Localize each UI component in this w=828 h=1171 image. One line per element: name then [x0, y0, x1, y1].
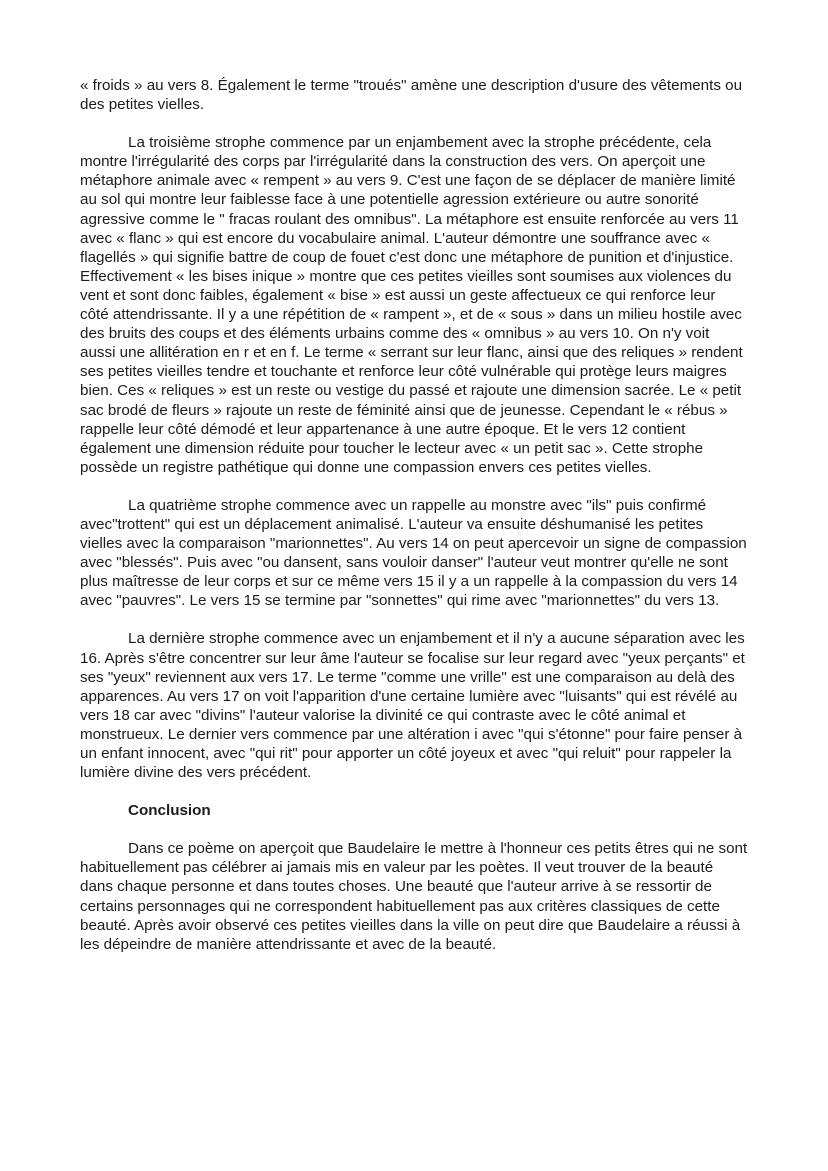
paragraph-third-stanza: La troisième strophe commence par un enjambement avec la strophe précédente, cela montre l'irrégularité des corps par l'irrégularité dans la construction des vers. On aperçoit une métaphore animale avec « rempent » au vers 9. C'est une façon de se déplacer de manière limité au sol qui montre leur faiblesse face à une potentielle agression extérieure ou autre sonorité agressive comme le " fracas roulant des omnibus". La métaphore est ensuite renforcée au vers 11 avec « flanc » qui est encore du vocabulaire animal. L'auteur démontre une souffrance avec « flagellés » qui signifie battre de coup de fouet c'est donc une métaphore de punition et d'injustice. Effectivement « les bises inique » montre que ces petites vieilles sont soumises aux violences du vent et sont donc faibles, également « bise » est aussi un geste affectueux ce qui renforce leur côté attendrissante. Il y a une répétition de « rampent », et de « sous » dans un milieu hostile avec des bruits des coups et des éléments urbains comme des « omnibus » au vers 10. On n'y voit aussi une allitération en r et en f. Le terme « serrant sur leur flanc, ainsi que des reliques » rendent ses petites vieilles tendre et touchante et renforce leur côté vulnérable qui protège leurs maigres bien. Ces « reliques » est un reste ou vestige du passé et rajoute une dimension sacrée. Le « petit sac brodé de fleurs » rajoute un reste de féminité ainsi que de jeunesse. Cependant le « rébus » rappelle leur côté démodé et leur appartenance à une autre époque. Et le vers 12 contient également une dimension réduite pour toucher le lecteur avec « un petit sac ». Cette strophe possède un registre pathétique qui donne une compassion envers ces petites vielles.: [80, 134, 743, 476]
paragraph-fourth-stanza: La quatrième strophe commence avec un rappelle au monstre avec "ils" puis confirmé avec"trottent" qui est un déplacement animalisé. L'auteur va ensuite déshumanisé les petites vielles avec la comparaison "marionnettes". Au vers 14 on peut apercevoir un signe de compassion avec "blessés". Puis avec "ou dansent, sans vouloir danser" l'auteur veut montrer qu'elle ne sont plus maîtresse de leur corps et sur ce même vers 15 il y a un rappelle à la compassion du vers 14 avec "pauvres". Le vers 15 se termine par "sonnettes" qui rime avec "marionnettes" du vers 13.: [80, 496, 747, 610]
conclusion-heading: Conclusion: [128, 802, 211, 820]
document-page: [80, 76, 748, 973]
paragraph-continuation: « froids » au vers 8. Également le terme "troués" amène une description d'usure des vêtements ou des petites vielles.: [80, 77, 743, 114]
paragraph-last-stanza: La dernière strophe commence avec un enjambement et il n'y a aucune séparation avec les 16. Après s'être concentrer sur leur âme l'auteur se focalise sur leur regard avec "yeux perçants" et ses "yeux" reviennent aux vers 17. Le terme "comme une vrille" est une comparaison au delà des apparences. Au vers 17 on voit l'apparition d'une certaine lumière avec "luisants" qui est révélé au vers 18 car avec "divins" l'auteur valorise la divinité ce qui contraste avec le côté animal et monstrueux. Le dernier vers commence par une altération i avec "qui s'étonne" pour faire penser à un enfant innocent, avec "qui rit" pour apporter un côté joyeux et avec "qui reluit" pour rappeler la lumière divine des vers précédent.: [80, 630, 745, 782]
conclusion-paragraph: Dans ce poème on aperçoit que Baudelaire le mettre à l'honneur ces petits êtres qui ne sont habituellement pas célébrer ai jamais mis en valeur par les poètes. Il veut trouver de la beauté dans chaque personne et dans toutes choses. Une beauté que l'auteur arrive à se ressortir de certains personnages qui ne correspondent habituellement pas aux critères classiques de cette beauté. Après avoir observé ces petites vieilles dans la ville on peut dire que Baudelaire a réussi à les dépeindre de manière attendrissante et avec de la beauté.: [80, 840, 748, 953]
